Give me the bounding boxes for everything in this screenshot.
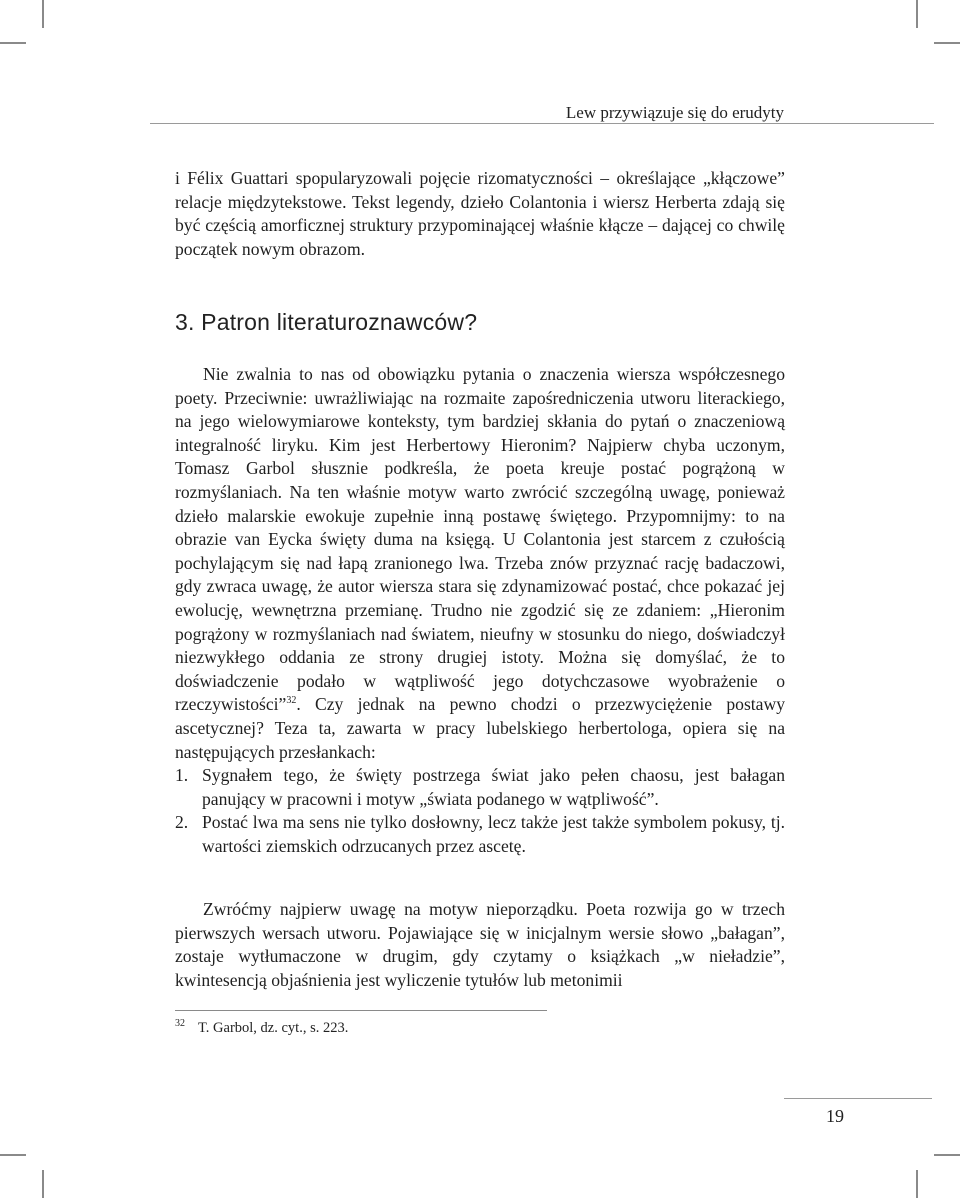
section-heading: 3. Patron literaturoznawców?	[175, 309, 478, 335]
footnote-reference[interactable]: 32	[286, 695, 297, 707]
footnote	[175, 1018, 348, 1037]
list-item	[175, 764, 785, 811]
running-head: Lew przywiązuje się do erudyty	[565, 103, 784, 122]
crop-mark-top-left	[42, 0, 44, 28]
paragraph-top: i Félix Guattari spopularyzowali pojęcie rizomatyczności – określające „kłączowe” relacje międzytekstowe. Tekst legendy, dzieło Colantonia i wiersz Herberta zdają się być częścią amorficznej struktury przypominającej właśnie kłącze – dającej co chwilę początek nowym obrazom.	[175, 168, 785, 259]
page-number-rule	[784, 1098, 932, 1099]
list-item-text: Postać lwa ma sens nie tylko dosłowny, lecz także jest także symbolem pokusy, tj. wartości ziemskich odrzucanych przez ascetę.	[202, 812, 785, 856]
list-item-text: Sygnałem tego, że święty postrzega świat jako pełen chaosu, jest bałagan panujący w pracowni i motyw „świata podanego w wątpliwość”.	[202, 765, 785, 809]
footnote-text: T. Garbol, dz. cyt., s. 223.	[198, 1019, 349, 1036]
paragraph-last: Zwróćmy najpierw uwagę na motyw nieporządku. Poeta rozwija go w trzech pierwszych wersach utworu. Pojawiające się w inicjalnym wersie słowo „bałagan”, zostaje wytłumaczone w drugim, gdy czytamy o książkach „w nieładzie”, kwintesencją objaśnienia jest wyliczenie tytułów lub metonimii	[175, 899, 785, 990]
page-number: 19	[826, 1106, 844, 1126]
paragraph-main-part2: . Czy jednak na pewno chodzi o przezwyciężenie postawy ascetycznej? Teza ta, zawarta w pracy lubelskiego herbertologa, opiera się na następujących przesłankach:	[175, 694, 785, 762]
list-item	[175, 811, 785, 858]
footnote-rule	[175, 1010, 547, 1011]
premises-list	[175, 764, 785, 858]
paragraph-main-part1: Nie zwalnia to nas od obowiązku pytania o znaczenia wiersza współczesnego poety. Przeciwnie: uwrażliwiając na rozmaite zapośredniczenia utworu literackiego, na jego wielowymiarowe konteksty, tym bardziej skłania do pytań o znaczeniową integralność liryku. Kim jest Herbertowy Hieronim? Najpierw chyba uczonym, Tomasz Garbol słusznie podkreśla, że poeta kreuje postać pogrążoną w rozmyślaniach. Na ten właśnie motyw warto zwrócić szczególną uwagę, ponieważ dzieło malarskie ewokuje zupełnie inną postawę świętego. Przypomnijmy: to na obrazie van Eycka święty duma na księgą. U Colantonia jest starcem z czułością pochylającym się nad łapą zranionego lwa. Trzeba znów przyznać rację badaczowi, gdy zwraca uwagę, że autor wiersza stara się zdynamizować postać, chce pokazać jej ewolucję, wewnętrzna przemianę. Trudno nie zgodzić się ze zdaniem: „Hieronim pogrążony w rozmyślaniach nad światem, nieufny w stosunku do niego, doświadczył niezwykłego oddania ze strony drugiej istoty. Można się domyślać, że to doświadczenie podało w wątpliwość jego dotychczasowe wyobrażenie o rzeczywistości”	[175, 364, 785, 715]
crop-mark-top-left-h	[0, 42, 26, 44]
main-body	[175, 363, 785, 858]
list-item-number: 1.	[175, 765, 189, 786]
paragraph-main	[175, 363, 785, 764]
crop-mark-bottom-left-h	[0, 1154, 26, 1156]
crop-mark-top-right-h	[934, 42, 960, 44]
crop-mark-top-right	[916, 0, 918, 28]
crop-mark-bottom-right	[916, 1170, 918, 1198]
paragraph-last-wrapper	[175, 898, 785, 992]
crop-mark-bottom-left	[42, 1170, 44, 1198]
running-head-rule	[150, 123, 934, 124]
footnote-number: 32	[175, 1018, 185, 1029]
crop-mark-bottom-right-h	[934, 1154, 960, 1156]
list-item-number: 2.	[175, 812, 189, 833]
